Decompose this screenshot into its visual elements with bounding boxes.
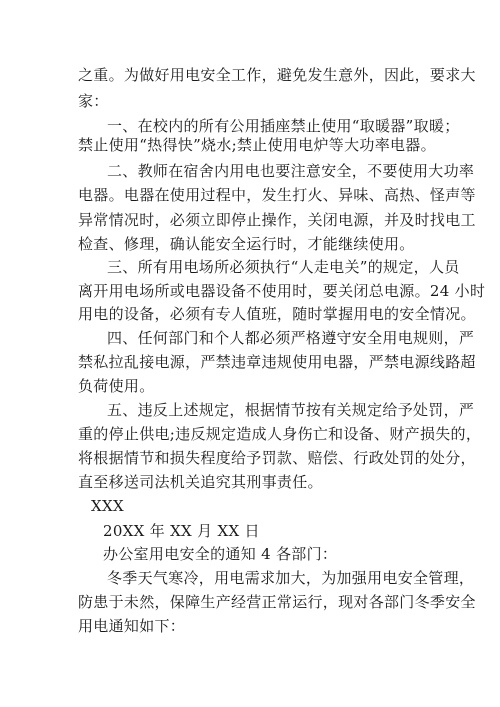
text-line: 家： — [78, 92, 109, 110]
text-line: 用电的设备，必须有专人值班，随时掌握用电的安全情况。 — [78, 305, 476, 323]
text-line: 检查、修理，确认能安全运行时，才能继续使用。 — [78, 235, 415, 253]
text-line: 用电通知如下： — [78, 617, 186, 635]
date: 20XX 年 XX 月 XX 日 — [103, 522, 260, 540]
paragraph-3-line: 三、所有用电场所必须执行“人走电关”的规定，人员 — [107, 258, 460, 276]
text-line: 之重。为做好用电安全工作，避免发生意外，因此，要求大 — [78, 66, 476, 84]
paragraph-4-line: 四、任何部门和个人都必须严格遵守安全用电规则，严 — [107, 329, 475, 347]
paragraph-1-line: 一、在校内的所有公用插座禁止使用“取暖器”取暖； — [107, 117, 460, 135]
paragraph-2-line: 二、教师在宿舍内用电也要注意安全，不要使用大功率 — [107, 162, 475, 180]
text-line: 直至移送司法机关追究其刑事责任。 — [78, 473, 323, 491]
text-line: 防患于未然，保障生产经营正常运行，现对各部门冬季安全 — [78, 593, 476, 611]
notice-title: 办公室用电安全的通知 4 各部门： — [103, 545, 338, 563]
text-line: 离开用电场所或电器设备不使用时，要关闭总电源。24 小时 — [78, 282, 486, 300]
text-line: 负荷使用。 — [78, 377, 155, 395]
text-line: 禁私拉乱接电源，严禁违章违规使用电器，严禁电源线路超 — [78, 353, 476, 371]
text-line: 将根据情节和损失程度给予罚款、赔偿、行政处罚的处分， — [78, 449, 476, 467]
text-line: 异常情况时，必须立即停止操作，关闭电源，并及时找电工 — [78, 211, 476, 229]
text-line: 电器。电器在使用过程中，发生打火、异味、高热、怪声等 — [78, 186, 476, 204]
text-line: 禁止使用“热得快”烧水;禁止使用电炉等大功率电器。 — [78, 136, 436, 154]
signature: XXX — [91, 497, 124, 515]
paragraph-6-line: 冬季天气寒冷，用电需求加大，为加强用电安全管理， — [107, 569, 475, 587]
paragraph-5-line: 五、违反上述规定，根据情节按有关规定给予处罚，严 — [107, 401, 475, 419]
text-line: 重的停止供电;违反规定造成人身伤亡和设备、财产损失的， — [78, 425, 482, 443]
